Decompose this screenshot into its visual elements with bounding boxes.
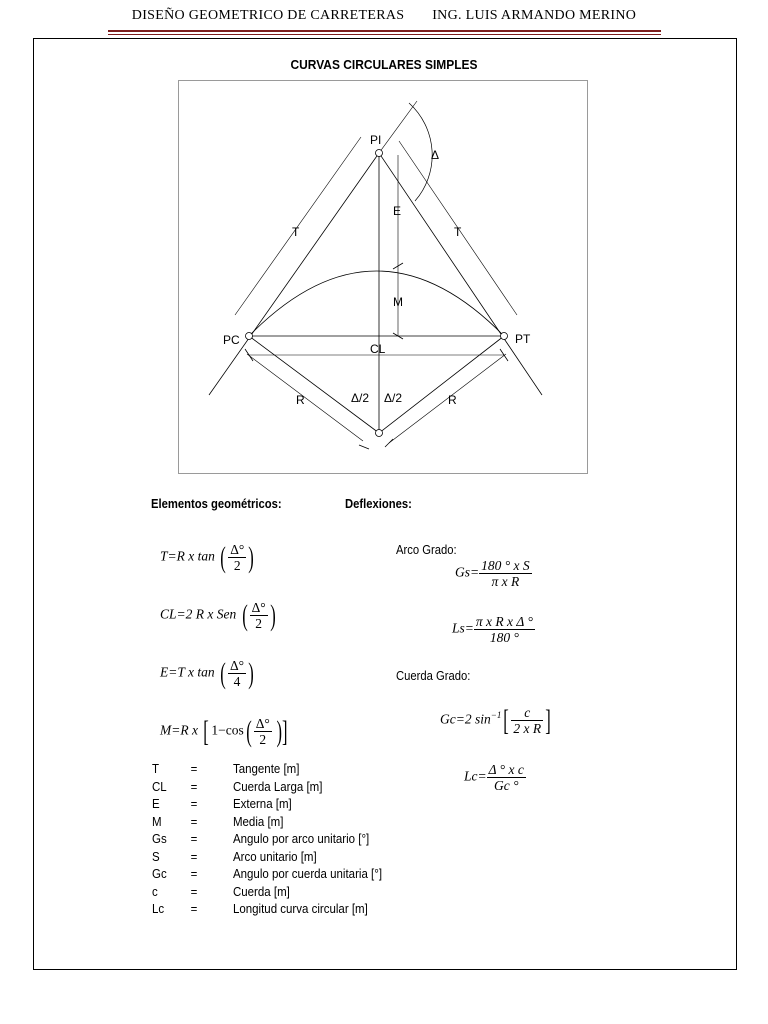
- legend-symbol: Gs: [152, 832, 167, 846]
- pi-point: [376, 150, 383, 157]
- formula-gc-num: c: [511, 705, 543, 721]
- formula-ls: Ls= $\frac{\text{π x R x Δ °}}{180 ^\circ}$: [452, 614, 533, 645]
- label-half-delta-left: Δ/2: [351, 391, 370, 405]
- formula-m-den: 2: [259, 732, 267, 747]
- legend-symbol: S: [152, 849, 160, 864]
- formula-ls-num: π x R x Δ °: [475, 614, 533, 629]
- label-e: E: [393, 204, 402, 218]
- legend-description: Externa [m]: [232, 797, 292, 811]
- header-title-left: DISEÑO GEOMETRICO DE CARRETERAS: [131, 8, 405, 23]
- legend-equals: =: [190, 779, 198, 794]
- deflections-heading: Deflexiones:: [345, 497, 412, 511]
- formula-m-inner: 1−cos: [211, 722, 244, 738]
- formula-m-lhs: M: [160, 722, 172, 738]
- legend-symbol: Gc: [152, 867, 167, 881]
- dim-r-left: [247, 354, 363, 441]
- formula-m-text: =R x: [171, 722, 198, 738]
- legend-description: Cuerda [m]: [232, 884, 290, 899]
- delta-angle-arc: [409, 103, 432, 201]
- formula-gc-lhs: Gc: [440, 711, 456, 727]
- formula-tangent: T=R x tan ( $\frac{\Delta^\circ}{2}$ ): [160, 540, 255, 574]
- tangent-line-left: [209, 153, 379, 395]
- label-half-delta-right: Δ/2: [384, 391, 403, 405]
- formula-gs-den: π x R: [491, 574, 520, 589]
- formula-lc-num: Δ ° x c: [488, 762, 524, 777]
- label-pt: PT: [515, 332, 531, 346]
- header-title-right: ING. LUIS ARMANDO MERINO: [432, 8, 637, 23]
- legend-equals: =: [190, 884, 198, 899]
- formula-tangent-den: 2: [233, 558, 241, 573]
- legend-equals: =: [190, 849, 198, 864]
- elements-heading: Elementos geométricos:: [151, 497, 282, 511]
- legend-symbol: CL: [152, 779, 167, 794]
- page-header: [0, 8, 768, 24]
- legend-description: Cuerda Larga [m]: [232, 779, 323, 794]
- radius-line-left: [249, 336, 379, 433]
- label-pc: PC: [223, 333, 240, 347]
- formula-gs: Gs= $\frac{\text{180 ° x S}}{\text{π x R}}$: [455, 558, 530, 589]
- formula-ls-lhs: Ls: [452, 620, 465, 636]
- formula-e-den: 4: [233, 674, 241, 689]
- formula-lc-lhs: Lc: [464, 768, 478, 784]
- formula-ls-den: 180 °: [489, 630, 519, 645]
- header-rule-thick: [108, 30, 661, 32]
- legend-description: Angulo por cuerda unitaria [°]: [232, 867, 383, 881]
- label-pi: PI: [370, 133, 382, 147]
- legend-description: Longitud curva circular [m]: [232, 902, 368, 916]
- legend-description: Angulo por arco unitario [°]: [232, 832, 370, 846]
- formula-gc: Gc=2 $\sin^{-1}$[ $\frac{c}{\text{2 x R}}$ ]: [440, 703, 551, 737]
- legend-description: Tangente [m]: [232, 762, 300, 776]
- legend-symbol: T: [152, 762, 160, 776]
- formula-middle: M=R x [ 1−cos( $\frac{\Delta^\circ}{2}$ )]: [160, 714, 288, 748]
- tangent-extension: [379, 101, 417, 153]
- radius-line-right: [379, 336, 504, 433]
- formula-gc-den: 2 x R: [513, 721, 542, 736]
- label-t-right: T: [454, 225, 462, 239]
- formula-e-text: =T x tan: [168, 664, 215, 680]
- formula-e-lhs: E: [160, 664, 169, 680]
- formula-lc: Lc= $\frac{\text{Δ ° x c}}{Gc ^\circ}$: [464, 762, 524, 793]
- legend-equals: =: [190, 832, 198, 846]
- curve-diagram-svg: [179, 81, 589, 475]
- formula-cl-text: =2 R x Sen: [176, 606, 237, 622]
- legend-symbol: E: [152, 797, 160, 811]
- legend-symbol: Lc: [152, 902, 165, 916]
- chord-degree-label: Cuerda Grado:: [396, 669, 471, 683]
- label-t-left: T: [292, 225, 300, 239]
- header-rule-thin: [108, 34, 661, 35]
- tick-r-left: [359, 445, 369, 449]
- formula-gs-num: 180 ° x S: [481, 558, 530, 573]
- legend-description: Arco unitario [m]: [232, 849, 317, 864]
- formula-gc-text: =2 sin: [455, 711, 491, 727]
- pt-point: [501, 333, 508, 340]
- label-delta: Δ: [431, 148, 440, 162]
- legend-symbol: c: [152, 884, 158, 899]
- legend-symbol: M: [152, 814, 162, 829]
- formula-cl-den: 2: [255, 616, 263, 631]
- formula-tangent-lhs: T: [160, 548, 168, 564]
- formula-tangent-text: =R x tan: [167, 548, 215, 564]
- figure-title: CURVAS CIRCULARES SIMPLES: [290, 57, 478, 72]
- formula-m-num: Δ°: [255, 716, 270, 731]
- circular-arc: [249, 271, 504, 336]
- legend-equals: =: [190, 797, 198, 811]
- legend-equals: =: [190, 814, 198, 829]
- legend-equals: =: [190, 867, 198, 881]
- formula-cl-num: Δ°: [251, 600, 266, 615]
- legend-equals: =: [190, 902, 198, 916]
- curve-diagram: [178, 80, 588, 474]
- formula-gc-sup: −1: [490, 710, 502, 721]
- formula-lc-den: Gc °: [493, 778, 519, 793]
- formula-e-num: Δ°: [230, 658, 245, 673]
- legend-equals: =: [190, 762, 198, 776]
- center-point: [376, 430, 383, 437]
- label-r-right: R: [448, 393, 457, 407]
- arc-degree-label: Arco Grado:: [396, 543, 457, 557]
- legend-description: Media [m]: [232, 814, 284, 829]
- tick-r-right: [385, 439, 393, 447]
- pc-point: [246, 333, 253, 340]
- formula-gs-lhs: Gs: [455, 564, 471, 580]
- label-cl: CL: [370, 342, 386, 356]
- formula-tangent-num: Δ°: [230, 542, 245, 557]
- formula-external: E=T x tan ( $\frac{\Delta^\circ}{4}$ ): [160, 656, 254, 690]
- label-r-left: R: [296, 393, 305, 407]
- formula-long-chord: CL=2 R x Sen ( $\frac{\Delta^\circ}{2}$ ): [160, 598, 276, 632]
- formula-cl-lhs: CL: [160, 606, 177, 622]
- label-m: M: [393, 295, 403, 309]
